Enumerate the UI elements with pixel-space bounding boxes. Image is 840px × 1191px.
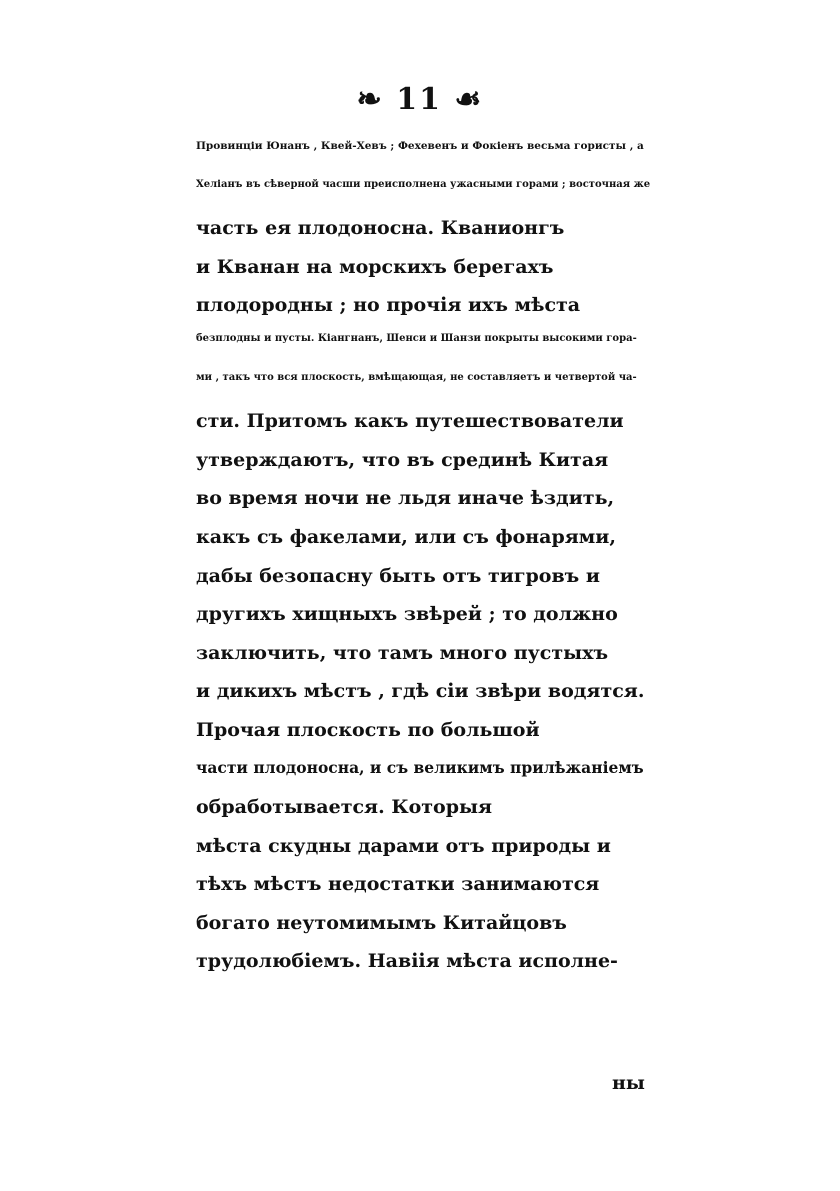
body-text [196,140,652,989]
text-line: Прочая плоскость по большой [196,718,540,741]
text-line: мѣста скудны дарами отъ природы и [196,834,611,857]
text-line: тѣхъ мѣстъ недостатки занимаются [196,873,600,896]
text-line: утверждаютъ, что въ срединѣ Китая [196,448,609,471]
text-line: и дикихъ мѣстъ , гдѣ сіи звѣри водятся. [196,680,645,703]
page-number-header: ❧ 11 ☙ [356,82,484,117]
text-line: ми , такъ что вся плоскость, вмѣщающая, не составляетъ и четвертой ча- [196,371,637,383]
text-line: части плодоносна, и съ великимъ прилѣжаніемъ [196,757,644,777]
text-line: часть ея плодоносна. Кванионгъ [196,217,565,240]
text-line: заключить, что тамъ много пустыхъ [196,641,609,664]
text-line: богато неутомимымъ Китайцовъ [196,911,567,934]
text-line: Провинціи Юнанъ , Квей-Хевъ ; Фехевенъ и Фокіенъ весьма гористы , а [196,140,644,152]
catchword: ны [612,1072,645,1094]
text-line: и Кванан на морскихъ берегахъ [196,255,554,278]
text-line: сти. Притомъ какъ путешествователи [196,410,624,433]
text-line: какъ съ факелами, или съ фонарями, [196,525,617,548]
text-line: плодородны ; но прочія ихъ мѣста [196,294,581,317]
text-line: во время ночи не льдя иначе ѣздить, [196,487,615,510]
text-line: другихъ хищныхъ звѣрей ; то должно [196,603,618,626]
text-line: обработывается. Которыя [196,796,493,819]
text-line: трудолюбіемъ. Навіія мѣста исполне- [196,950,618,973]
text-line: Хеліанъ въ сѣверной часши преисполнена ужасными горами ; восточная же [196,178,651,190]
text-line: безплодны и пусты. Кіангнанъ, Шенси и Шанзи покрыты высокими гора- [196,332,637,344]
text-line: дабы безопасну быть отъ тигровъ и [196,564,600,587]
